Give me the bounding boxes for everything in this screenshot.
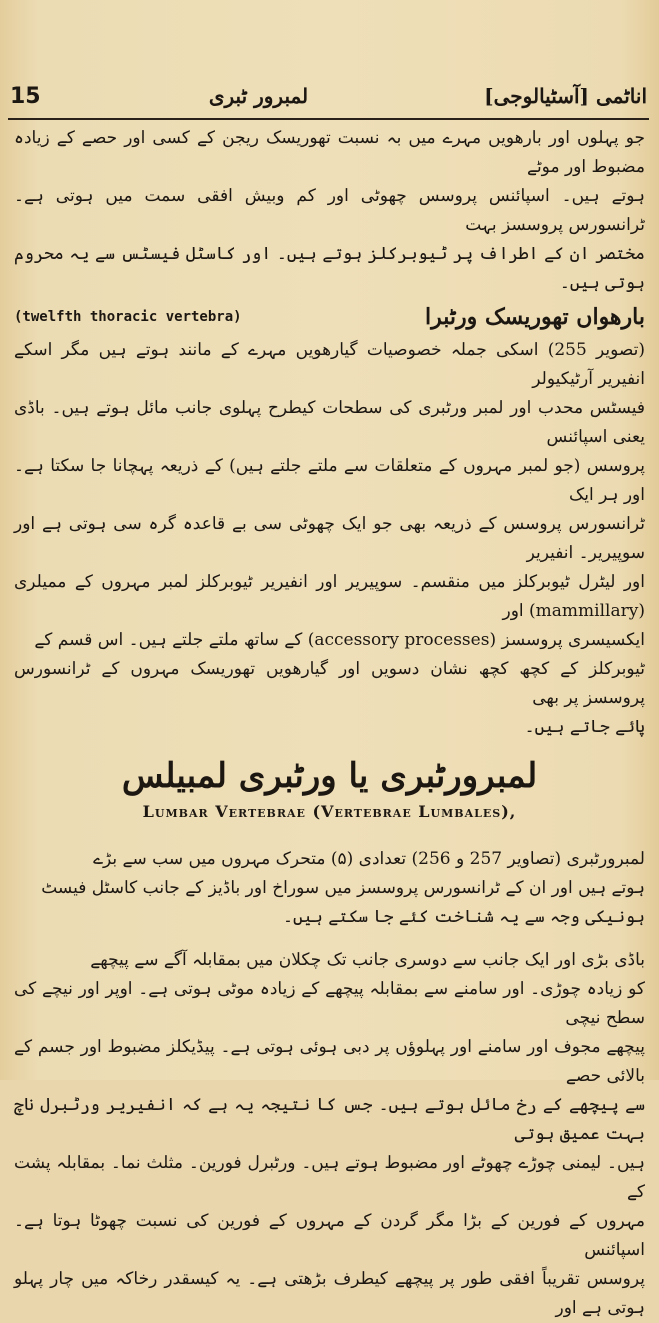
twelfth-heading-english: (twelfth thoracic vertebra): [14, 309, 242, 325]
paragraph-line: کو زیادہ چوڑی۔ اور سامنے سے بمقابلہ پیچھے کے زیادہ موٹی ہوتی ہے۔ اوپر اور نیچے کی سطح نیچی: [14, 979, 645, 1028]
section-title: اناٹمی [آسٹیالوجی]: [484, 84, 647, 108]
twelfth-heading-urdu: بارھواں تھوریسک ورٹبرا: [425, 304, 645, 330]
paragraph-line: مختصر ان کے اطراف پر ٹیوبرکلز ہوتے ہیں۔ اور کاسٹل فیسٹس سے یہ محروم ہوتی ہیں۔: [14, 244, 645, 293]
paragraph-line: پائے جاتے ہیں۔: [524, 717, 645, 737]
paragraph-line: مہروں کے فورین کے بڑا مگر گردن کے مہروں کے فورین کی نسبت چھوٹا ہوتا ہے۔ اسپائنس: [14, 1211, 645, 1260]
paragraph-line: پروسس تقریباً افقی طور پر پیچھے کیطرف بڑھتی ہے۔ یہ کیسقدر رخاکہ میں چار پہلو ہوتی ہے اور: [14, 1269, 645, 1318]
header-rule: [8, 118, 649, 120]
paragraph-line: ہونیکی وجہ سے یہ شناخت کئے جا سکتے ہیں۔: [283, 907, 645, 927]
page-number: 15: [10, 83, 41, 109]
paragraph-line: لمبرورٹبری (تصاویر 257 و 256) تعدادی (۵) متحرک مہروں میں سب سے بڑے: [93, 849, 645, 869]
lumbar-heading-urdu: لمبرورٹبری یا ورٹبری لمبیلس: [121, 756, 538, 796]
paragraph-line: پروسس (جو لمبر مہروں کے متعلقات سے ملتے جلتے ہیں) کے ذریعہ پہچانا جا سکتا ہے۔ اور ہر ایک: [14, 456, 645, 505]
paragraph-line: پیچھے مجوف اور سامنے اور پہلوؤں پر دبی ہوئی ہوتی ہے۔ پیڈیکلز مضبوط اور جسم کے بالائی حصے: [14, 1037, 645, 1086]
paragraph-line: ہوتے ہیں۔ اسپائنس پروسس چھوٹی اور کم وبیش افقی سمت میں ہوتی ہے۔ ٹرانسورس پروسسز بہت: [14, 186, 645, 235]
lumbar-heading-english: Lumbar Vertebrae (Vertebrae Lumbales),: [142, 802, 517, 821]
paragraph-line: ہوتے ہیں اور ان کے ٹرانسورس پروسسز میں سوراخ اور باڈیز کے جانب کاسٹل فیسٹ: [41, 878, 645, 898]
paragraph-line: ایکسیسری پروسسز (accessory processes) کے ساتھ ملتے جلتے ہیں۔ اس قسم کے: [34, 630, 645, 650]
paragraph-line: فیسٹس محدب اور لمبر ورٹبری کی سطحات کیطرح پہلوی جانب مائل ہوتے ہیں۔ باڈی یعنی اسپائنس: [14, 398, 645, 447]
paragraph-gap: [14, 932, 645, 946]
paragraph-line: ٹرانسورس پروسس کے ذریعہ بھی جو ایک چھوٹی سی بے قاعدہ گرہ سی ہوتی ہے اور سوپیریر۔ انفیریر: [14, 514, 645, 563]
page-body: [14, 124, 646, 1318]
twelfth-thoracic-heading: [14, 300, 645, 334]
paragraph-line: جو پہلوں اور بارھویں مہرے میں بہ نسبت تھوریسک ریجن کے کسی اور حصے کے زیادہ مضبوط اور موٹے: [14, 128, 645, 177]
running-title: لمبرور ٹبری: [208, 84, 309, 108]
paragraph-line: (تصویر 255) اسکی جملہ خصوصیات گیارھویں مہرے کے مانند ہوتے ہیں مگر اسکے انفیریر آرٹیکیولر: [14, 340, 646, 389]
paragraph-line: باڈی بڑی اور ایک جانب سے دوسری جانب تک چکلان میں بمقابلہ آگے سے پیچھے: [90, 950, 645, 970]
page-header: [10, 78, 647, 114]
paragraph-line: ہیں۔ لیمنی چوڑے چھوٹے اور مضبوط ہوتے ہیں۔ ورٹبرل فورین۔ مثلث نما۔ بمقابلہ پشت کے: [14, 1153, 645, 1202]
paragraph-line: ٹیوبرکلز کے کچھ کچھ نشان دسویں اور گیارھویں تھوریسک مہروں کے ٹرانسورس پروسسز پر بھی: [14, 659, 645, 708]
paragraph-line: اور لیٹرل ٹیوبرکلز میں منقسم۔ سوپیریر اور انفیریر ٹیوبرکلز لمبر مہروں کے ممیلری (mammillary) اور: [14, 572, 645, 621]
paragraph-line: سے پیچھے کے رخ مائل ہوتے ہیں۔ جس کا نتیجہ یہ ہے کہ انفیریر ورٹبرل ناچ بہت عمیق ہوتی: [14, 1095, 645, 1144]
